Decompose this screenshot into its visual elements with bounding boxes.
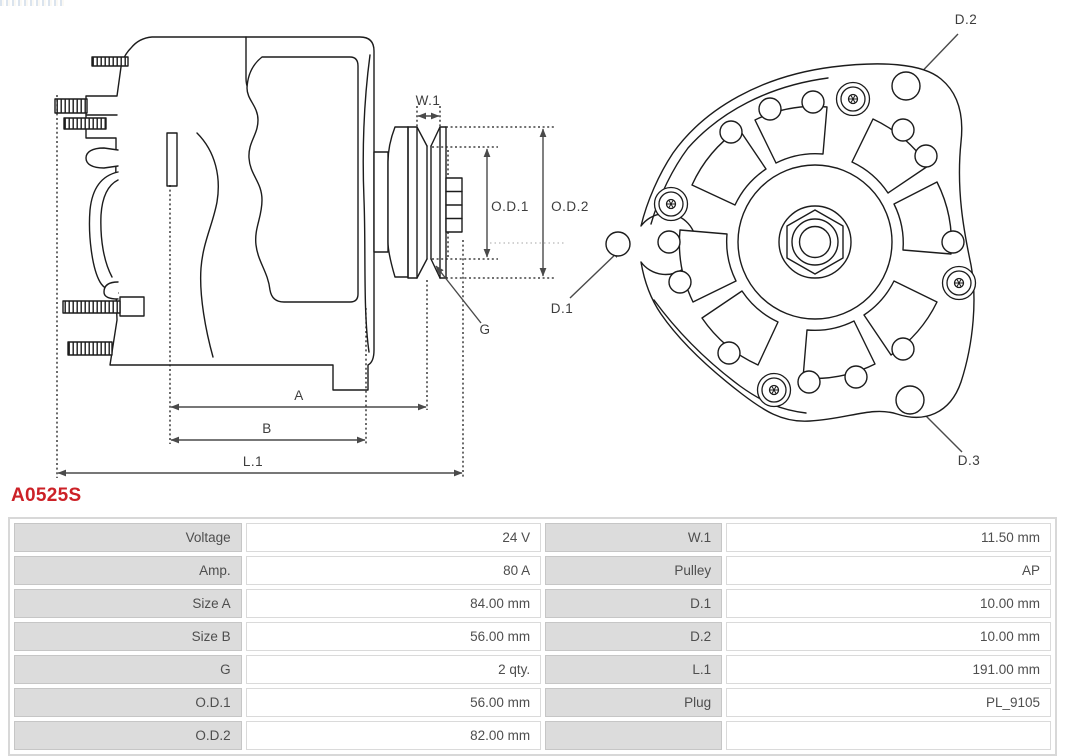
spec-value-cell: 10.00 mm: [726, 622, 1051, 651]
dim-label-d2: D.2: [954, 12, 978, 27]
spec-label-cell: O.D.2: [14, 721, 242, 750]
spec-label-cell: Pulley: [545, 556, 722, 585]
spec-value-cell: 24 V: [246, 523, 541, 552]
spec-value-cell: 2 qty.: [246, 655, 541, 684]
spec-label-cell: L.1: [545, 655, 722, 684]
spec-value-cell: 11.50 mm: [726, 523, 1051, 552]
dim-label-od2: O.D.2: [551, 199, 589, 214]
spec-label-cell: Voltage: [14, 523, 242, 552]
spec-value-cell: 56.00 mm: [246, 622, 541, 651]
spec-row: [14, 721, 1051, 750]
spec-label-cell: W.1: [545, 523, 722, 552]
spec-value-cell: PL_9105: [726, 688, 1051, 717]
dim-label-a: A: [294, 388, 304, 403]
spec-value-cell: 82.00 mm: [246, 721, 541, 750]
connector-plug: [86, 148, 118, 299]
spec-row: [14, 523, 1051, 552]
spec-value-cell: 80 A: [246, 556, 541, 585]
mount-hole-d2: [892, 72, 920, 100]
spec-label-cell: G: [14, 655, 242, 684]
dim-label-od1: O.D.1: [491, 199, 529, 214]
spec-label-cell: O.D.1: [14, 688, 242, 717]
dim-label-d1: D.1: [550, 301, 574, 316]
spec-value-cell: 84.00 mm: [246, 589, 541, 618]
mount-ear-hole: [606, 232, 630, 256]
spec-row: [14, 655, 1051, 684]
spec-row: [14, 688, 1051, 717]
spec-table: [8, 517, 1057, 756]
dim-label-l1: L.1: [242, 454, 264, 469]
spec-label-cell: [545, 721, 722, 750]
spec-label-cell: Amp.: [14, 556, 242, 585]
spec-row: [14, 556, 1051, 585]
front-view: [606, 64, 976, 421]
spec-label-cell: Size B: [14, 622, 242, 651]
dim-label-g: G: [479, 322, 491, 337]
shaft-thread: [446, 178, 462, 232]
dim-label-w1: W.1: [415, 93, 441, 108]
spec-value-cell: AP: [726, 556, 1051, 585]
spec-value-cell: [726, 721, 1051, 750]
spec-value-cell: 56.00 mm: [246, 688, 541, 717]
shaft-hub: [738, 165, 892, 319]
spec-value-cell: 191.00 mm: [726, 655, 1051, 684]
dim-label-b: B: [262, 421, 272, 436]
spec-label-cell: D.2: [545, 622, 722, 651]
mount-hole-d3: [896, 386, 924, 414]
pulley: [408, 127, 446, 278]
dim-label-d3: D.3: [957, 453, 981, 468]
part-number: A0525S: [11, 485, 82, 506]
spec-value-cell: 10.00 mm: [726, 589, 1051, 618]
spec-label-cell: Plug: [545, 688, 722, 717]
side-view: [55, 37, 462, 390]
spec-row: [14, 589, 1051, 618]
spec-label-cell: Size A: [14, 589, 242, 618]
spec-row: [14, 622, 1051, 651]
spec-label-cell: D.1: [545, 589, 722, 618]
